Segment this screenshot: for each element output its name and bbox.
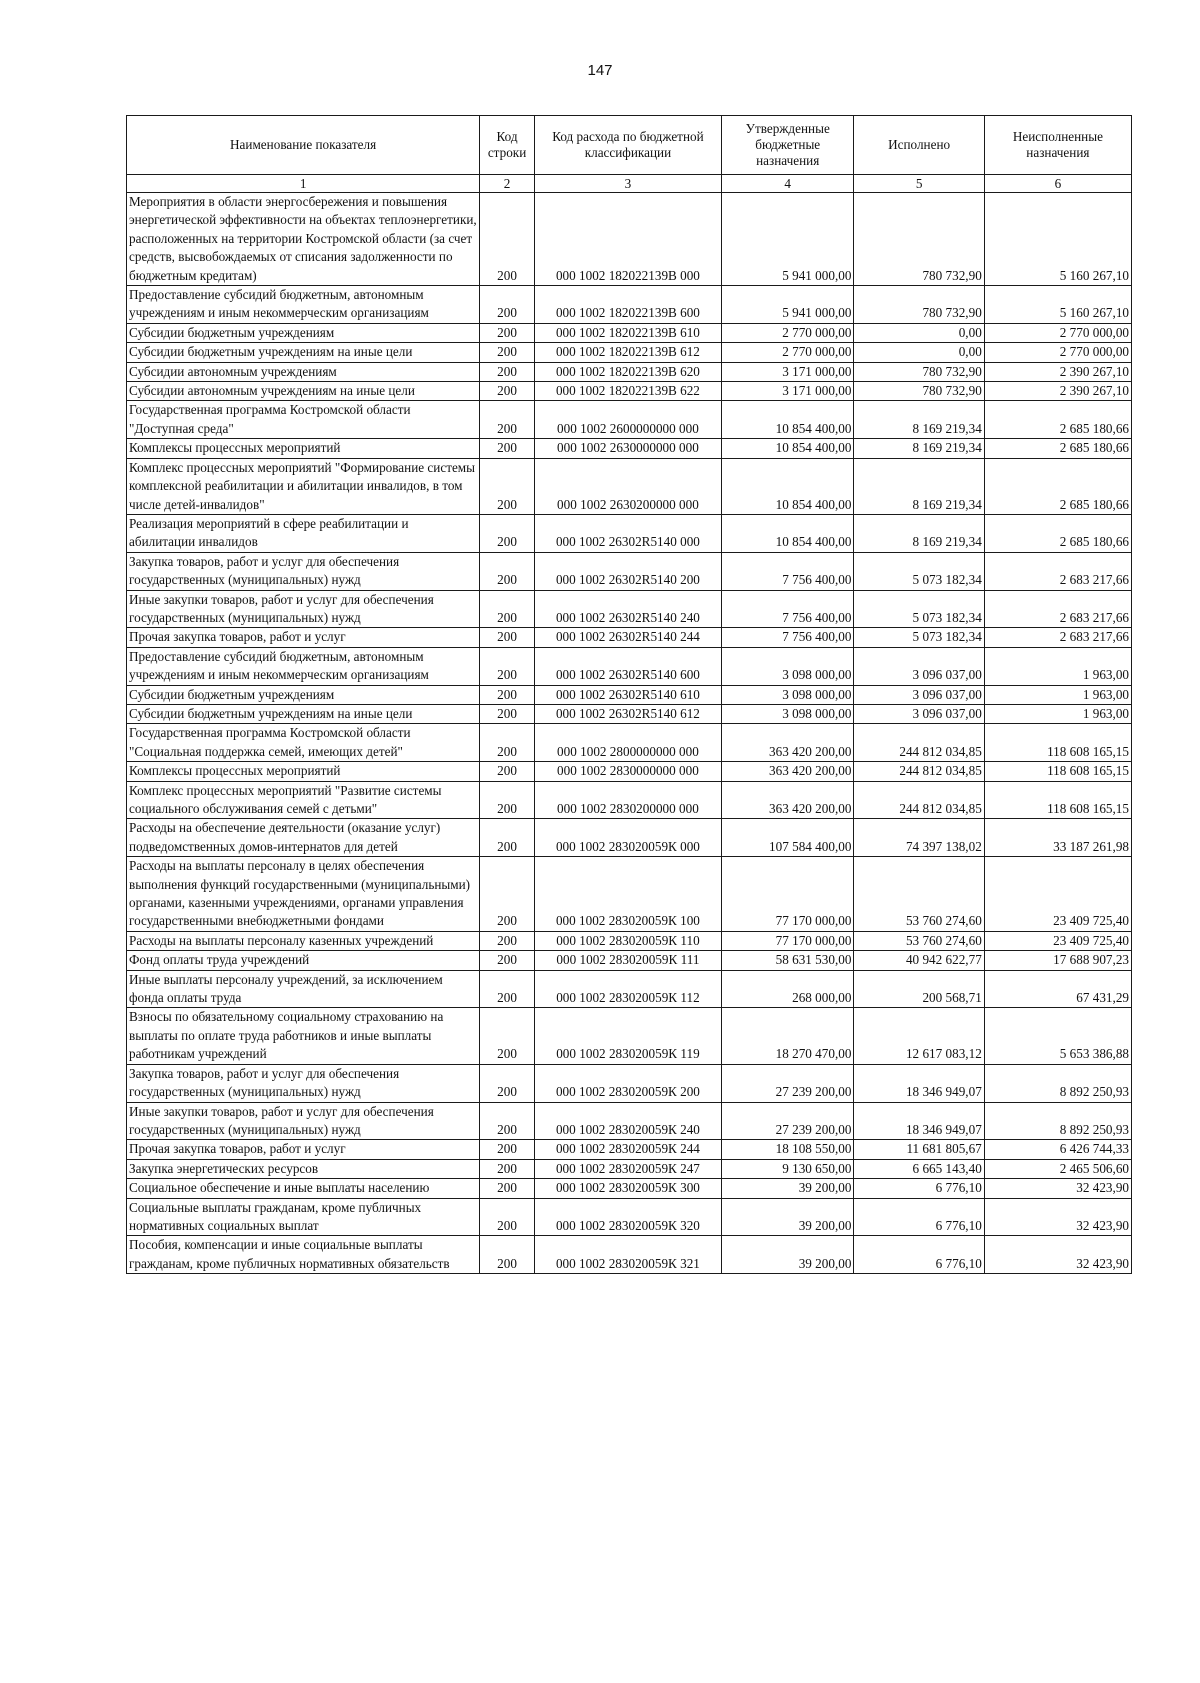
row-unexecuted-cell: 8 892 250,93 [984, 1064, 1131, 1102]
row-line-code-cell: 200 [480, 781, 535, 819]
header-number-5: 5 [854, 175, 984, 193]
table-row [127, 857, 1132, 932]
table-header-row [127, 116, 1132, 175]
row-name-cell: Закупка товаров, работ и услуг для обеспечения государственных (муниципальных) нужд [127, 552, 480, 590]
row-name-cell: Иные закупки товаров, работ и услуг для обеспечения государственных (муниципальных) нужд [127, 590, 480, 628]
header-indicator-name: Наименование показателя [127, 116, 480, 175]
row-expense-code-cell: 000 1002 283020059К 240 [534, 1102, 721, 1140]
row-unexecuted-cell: 23 409 725,40 [984, 857, 1131, 932]
table-header-numbers-row [127, 175, 1132, 193]
row-executed-cell: 8 169 219,34 [854, 439, 984, 458]
row-expense-code-cell: 000 1002 2800000000 000 [534, 724, 721, 762]
header-unexecuted: Неисполненные назначения [984, 116, 1131, 175]
row-approved-cell: 363 420 200,00 [721, 724, 853, 762]
row-expense-code-cell: 000 1002 26302R5140 240 [534, 590, 721, 628]
row-expense-code-cell: 000 1002 2630000000 000 [534, 439, 721, 458]
row-unexecuted-cell: 32 423,90 [984, 1179, 1131, 1198]
row-approved-cell: 3 098 000,00 [721, 647, 853, 685]
row-executed-cell: 780 732,90 [854, 286, 984, 324]
row-unexecuted-cell: 32 423,90 [984, 1236, 1131, 1274]
row-executed-cell: 18 346 949,07 [854, 1102, 984, 1140]
header-executed: Исполнено [854, 116, 984, 175]
row-executed-cell: 6 776,10 [854, 1198, 984, 1236]
row-line-code-cell: 200 [480, 382, 535, 401]
row-unexecuted-cell: 2 683 217,66 [984, 590, 1131, 628]
row-unexecuted-cell: 17 688 907,23 [984, 951, 1131, 970]
row-line-code-cell: 200 [480, 343, 535, 362]
row-approved-cell: 3 171 000,00 [721, 362, 853, 381]
row-approved-cell: 2 770 000,00 [721, 343, 853, 362]
table-row [127, 1179, 1132, 1198]
table-row [127, 1140, 1132, 1159]
row-expense-code-cell: 000 1002 283020059К 247 [534, 1159, 721, 1178]
row-line-code-cell: 200 [480, 286, 535, 324]
row-name-cell: Комплекс процессных мероприятий "Развитие системы социального обслуживания семей с детьми" [127, 781, 480, 819]
table-row [127, 382, 1132, 401]
row-approved-cell: 18 108 550,00 [721, 1140, 853, 1159]
row-expense-code-cell: 000 1002 182022139В 610 [534, 323, 721, 342]
row-unexecuted-cell: 2 685 180,66 [984, 514, 1131, 552]
row-approved-cell: 10 854 400,00 [721, 458, 853, 514]
row-line-code-cell: 200 [480, 1008, 535, 1064]
row-name-cell: Прочая закупка товаров, работ и услуг [127, 628, 480, 647]
row-approved-cell: 363 420 200,00 [721, 762, 853, 781]
table-row [127, 1102, 1132, 1140]
row-name-cell: Субсидии автономным учреждениям [127, 362, 480, 381]
table-row [127, 970, 1132, 1008]
row-executed-cell: 40 942 622,77 [854, 951, 984, 970]
row-executed-cell: 780 732,90 [854, 362, 984, 381]
row-name-cell: Иные закупки товаров, работ и услуг для обеспечения государственных (муниципальных) нужд [127, 1102, 480, 1140]
row-expense-code-cell: 000 1002 2830000000 000 [534, 762, 721, 781]
header-approved: Утвержденные бюджетные назначения [721, 116, 853, 175]
row-expense-code-cell: 000 1002 182022139В 622 [534, 382, 721, 401]
row-unexecuted-cell: 1 963,00 [984, 704, 1131, 723]
row-executed-cell: 8 169 219,34 [854, 401, 984, 439]
row-name-cell: Прочая закупка товаров, работ и услуг [127, 1140, 480, 1159]
row-unexecuted-cell: 32 423,90 [984, 1198, 1131, 1236]
row-expense-code-cell: 000 1002 283020059К 244 [534, 1140, 721, 1159]
row-line-code-cell: 200 [480, 1236, 535, 1274]
row-line-code-cell: 200 [480, 931, 535, 950]
row-approved-cell: 10 854 400,00 [721, 514, 853, 552]
row-line-code-cell: 200 [480, 685, 535, 704]
header-line-code: Код строки [480, 116, 535, 175]
row-executed-cell: 244 812 034,85 [854, 762, 984, 781]
row-executed-cell: 0,00 [854, 323, 984, 342]
row-executed-cell: 11 681 805,67 [854, 1140, 984, 1159]
budget-execution-table [126, 115, 1132, 1274]
row-name-cell: Субсидии бюджетным учреждениям на иные цели [127, 343, 480, 362]
row-unexecuted-cell: 2 770 000,00 [984, 323, 1131, 342]
row-line-code-cell: 200 [480, 647, 535, 685]
row-name-cell: Государственная программа Костромской области "Доступная среда" [127, 401, 480, 439]
row-name-cell: Субсидии бюджетным учреждениям [127, 685, 480, 704]
row-expense-code-cell: 000 1002 182022139В 620 [534, 362, 721, 381]
row-approved-cell: 27 239 200,00 [721, 1102, 853, 1140]
row-name-cell: Иные выплаты персоналу учреждений, за исключением фонда оплаты труда [127, 970, 480, 1008]
table-row [127, 323, 1132, 342]
row-line-code-cell: 200 [480, 362, 535, 381]
row-approved-cell: 5 941 000,00 [721, 193, 853, 286]
table-row [127, 819, 1132, 857]
row-approved-cell: 58 631 530,00 [721, 951, 853, 970]
row-executed-cell: 5 073 182,34 [854, 552, 984, 590]
row-line-code-cell: 200 [480, 1140, 535, 1159]
table-row [127, 1236, 1132, 1274]
row-line-code-cell: 200 [480, 1102, 535, 1140]
table-row [127, 590, 1132, 628]
header-expense-code: Код расхода по бюджетной классификации [534, 116, 721, 175]
row-line-code-cell: 200 [480, 401, 535, 439]
table-row [127, 704, 1132, 723]
row-approved-cell: 7 756 400,00 [721, 628, 853, 647]
row-unexecuted-cell: 118 608 165,15 [984, 781, 1131, 819]
row-expense-code-cell: 000 1002 2630200000 000 [534, 458, 721, 514]
row-unexecuted-cell: 118 608 165,15 [984, 762, 1131, 781]
row-expense-code-cell: 000 1002 2830200000 000 [534, 781, 721, 819]
table-row [127, 1159, 1132, 1178]
row-executed-cell: 3 096 037,00 [854, 685, 984, 704]
table-row [127, 647, 1132, 685]
row-line-code-cell: 200 [480, 323, 535, 342]
row-unexecuted-cell: 5 160 267,10 [984, 286, 1131, 324]
row-executed-cell: 8 169 219,34 [854, 458, 984, 514]
row-approved-cell: 3 098 000,00 [721, 685, 853, 704]
row-approved-cell: 39 200,00 [721, 1179, 853, 1198]
row-expense-code-cell: 000 1002 26302R5140 200 [534, 552, 721, 590]
row-unexecuted-cell: 2 685 180,66 [984, 458, 1131, 514]
row-unexecuted-cell: 67 431,29 [984, 970, 1131, 1008]
row-unexecuted-cell: 2 390 267,10 [984, 382, 1131, 401]
row-name-cell: Расходы на выплаты персоналу в целях обеспечения выполнения функций государственными (муниципальными) органами, казенными учреждениями, органами управления государственными внебюджетными фондами [127, 857, 480, 932]
row-approved-cell: 27 239 200,00 [721, 1064, 853, 1102]
header-number-1: 1 [127, 175, 480, 193]
row-unexecuted-cell: 8 892 250,93 [984, 1102, 1131, 1140]
row-executed-cell: 53 760 274,60 [854, 857, 984, 932]
row-expense-code-cell: 000 1002 26302R5140 244 [534, 628, 721, 647]
table-row [127, 724, 1132, 762]
row-approved-cell: 39 200,00 [721, 1198, 853, 1236]
row-name-cell: Комплексы процессных мероприятий [127, 439, 480, 458]
row-name-cell: Социальные выплаты гражданам, кроме публичных нормативных социальных выплат [127, 1198, 480, 1236]
row-executed-cell: 74 397 138,02 [854, 819, 984, 857]
row-line-code-cell: 200 [480, 552, 535, 590]
row-expense-code-cell: 000 1002 283020059К 320 [534, 1198, 721, 1236]
row-unexecuted-cell: 2 683 217,66 [984, 552, 1131, 590]
row-unexecuted-cell: 2 390 267,10 [984, 362, 1131, 381]
row-unexecuted-cell: 5 160 267,10 [984, 193, 1131, 286]
row-expense-code-cell: 000 1002 182022139В 612 [534, 343, 721, 362]
row-expense-code-cell: 000 1002 283020059К 200 [534, 1064, 721, 1102]
row-executed-cell: 244 812 034,85 [854, 724, 984, 762]
page-number: 147 [587, 62, 613, 79]
row-unexecuted-cell: 2 685 180,66 [984, 401, 1131, 439]
table-row [127, 343, 1132, 362]
row-line-code-cell: 200 [480, 970, 535, 1008]
row-line-code-cell: 200 [480, 458, 535, 514]
table-row [127, 628, 1132, 647]
row-unexecuted-cell: 23 409 725,40 [984, 931, 1131, 950]
row-unexecuted-cell: 1 963,00 [984, 685, 1131, 704]
row-line-code-cell: 200 [480, 193, 535, 286]
table-row [127, 781, 1132, 819]
row-unexecuted-cell: 1 963,00 [984, 647, 1131, 685]
row-unexecuted-cell: 2 465 506,60 [984, 1159, 1131, 1178]
row-expense-code-cell: 000 1002 26302R5140 000 [534, 514, 721, 552]
table-row [127, 458, 1132, 514]
row-expense-code-cell: 000 1002 2600000000 000 [534, 401, 721, 439]
row-executed-cell: 3 096 037,00 [854, 704, 984, 723]
table-row [127, 931, 1132, 950]
row-line-code-cell: 200 [480, 628, 535, 647]
row-executed-cell: 5 073 182,34 [854, 590, 984, 628]
row-executed-cell: 12 617 083,12 [854, 1008, 984, 1064]
table-row [127, 362, 1132, 381]
row-line-code-cell: 200 [480, 1064, 535, 1102]
table-row [127, 401, 1132, 439]
row-name-cell: Субсидии бюджетным учреждениям на иные цели [127, 704, 480, 723]
table-body [127, 193, 1132, 1274]
row-approved-cell: 10 854 400,00 [721, 439, 853, 458]
row-name-cell: Государственная программа Костромской области "Социальная поддержка семей, имеющих детей" [127, 724, 480, 762]
row-executed-cell: 780 732,90 [854, 382, 984, 401]
row-executed-cell: 53 760 274,60 [854, 931, 984, 950]
row-approved-cell: 3 098 000,00 [721, 704, 853, 723]
row-line-code-cell: 200 [480, 819, 535, 857]
header-number-6: 6 [984, 175, 1131, 193]
row-name-cell: Реализация мероприятий в сфере реабилитации и абилитации инвалидов [127, 514, 480, 552]
row-name-cell: Закупка энергетических ресурсов [127, 1159, 480, 1178]
row-name-cell: Закупка товаров, работ и услуг для обеспечения государственных (муниципальных) нужд [127, 1064, 480, 1102]
row-executed-cell: 780 732,90 [854, 193, 984, 286]
row-approved-cell: 7 756 400,00 [721, 590, 853, 628]
header-number-3: 3 [534, 175, 721, 193]
table-row [127, 286, 1132, 324]
row-expense-code-cell: 000 1002 26302R5140 600 [534, 647, 721, 685]
row-expense-code-cell: 000 1002 182022139В 000 [534, 193, 721, 286]
row-approved-cell: 363 420 200,00 [721, 781, 853, 819]
table-row [127, 951, 1132, 970]
row-approved-cell: 10 854 400,00 [721, 401, 853, 439]
header-number-2: 2 [480, 175, 535, 193]
row-executed-cell: 6 776,10 [854, 1236, 984, 1274]
row-approved-cell: 3 171 000,00 [721, 382, 853, 401]
row-name-cell: Субсидии автономным учреждениям на иные цели [127, 382, 480, 401]
row-name-cell: Субсидии бюджетным учреждениям [127, 323, 480, 342]
row-name-cell: Фонд оплаты труда учреждений [127, 951, 480, 970]
row-line-code-cell: 200 [480, 704, 535, 723]
row-unexecuted-cell: 2 770 000,00 [984, 343, 1131, 362]
row-name-cell: Комплексы процессных мероприятий [127, 762, 480, 781]
table-row [127, 193, 1132, 286]
row-executed-cell: 244 812 034,85 [854, 781, 984, 819]
row-unexecuted-cell: 2 683 217,66 [984, 628, 1131, 647]
row-expense-code-cell: 000 1002 283020059К 119 [534, 1008, 721, 1064]
row-expense-code-cell: 000 1002 283020059К 110 [534, 931, 721, 950]
row-name-cell: Предоставление субсидий бюджетным, автономным учреждениям и иным некоммерческим организациям [127, 647, 480, 685]
table-row [127, 762, 1132, 781]
row-executed-cell: 5 073 182,34 [854, 628, 984, 647]
row-approved-cell: 268 000,00 [721, 970, 853, 1008]
row-name-cell: Предоставление субсидий бюджетным, автономным учреждениям и иным некоммерческим организациям [127, 286, 480, 324]
row-approved-cell: 5 941 000,00 [721, 286, 853, 324]
row-name-cell: Взносы по обязательному социальному страхованию на выплаты по оплате труда работников и иные выплаты работникам учреждений [127, 1008, 480, 1064]
row-executed-cell: 18 346 949,07 [854, 1064, 984, 1102]
row-expense-code-cell: 000 1002 26302R5140 610 [534, 685, 721, 704]
row-line-code-cell: 200 [480, 590, 535, 628]
row-expense-code-cell: 000 1002 283020059К 112 [534, 970, 721, 1008]
table-row [127, 1198, 1132, 1236]
row-approved-cell: 7 756 400,00 [721, 552, 853, 590]
row-executed-cell: 200 568,71 [854, 970, 984, 1008]
row-approved-cell: 107 584 400,00 [721, 819, 853, 857]
row-line-code-cell: 200 [480, 1198, 535, 1236]
row-approved-cell: 39 200,00 [721, 1236, 853, 1274]
row-executed-cell: 6 776,10 [854, 1179, 984, 1198]
row-unexecuted-cell: 5 653 386,88 [984, 1008, 1131, 1064]
table-row [127, 685, 1132, 704]
table-row [127, 514, 1132, 552]
row-name-cell: Расходы на выплаты персоналу казенных учреждений [127, 931, 480, 950]
row-name-cell: Социальное обеспечение и иные выплаты населению [127, 1179, 480, 1198]
row-line-code-cell: 200 [480, 857, 535, 932]
row-line-code-cell: 200 [480, 724, 535, 762]
row-approved-cell: 77 170 000,00 [721, 931, 853, 950]
row-unexecuted-cell: 2 685 180,66 [984, 439, 1131, 458]
row-name-cell: Пособия, компенсации и иные социальные выплаты гражданам, кроме публичных нормативных обязательств [127, 1236, 480, 1274]
table-row [127, 1008, 1132, 1064]
row-name-cell: Расходы на обеспечение деятельности (оказание услуг) подведомственных домов-интернатов для детей [127, 819, 480, 857]
row-unexecuted-cell: 33 187 261,98 [984, 819, 1131, 857]
row-approved-cell: 18 270 470,00 [721, 1008, 853, 1064]
row-expense-code-cell: 000 1002 283020059К 100 [534, 857, 721, 932]
row-line-code-cell: 200 [480, 514, 535, 552]
row-line-code-cell: 200 [480, 1179, 535, 1198]
row-line-code-cell: 200 [480, 1159, 535, 1178]
row-line-code-cell: 200 [480, 951, 535, 970]
row-expense-code-cell: 000 1002 283020059К 300 [534, 1179, 721, 1198]
table-row [127, 439, 1132, 458]
row-expense-code-cell: 000 1002 182022139В 600 [534, 286, 721, 324]
row-executed-cell: 8 169 219,34 [854, 514, 984, 552]
header-number-4: 4 [721, 175, 853, 193]
row-approved-cell: 2 770 000,00 [721, 323, 853, 342]
row-executed-cell: 0,00 [854, 343, 984, 362]
table-row [127, 552, 1132, 590]
row-executed-cell: 6 665 143,40 [854, 1159, 984, 1178]
row-executed-cell: 3 096 037,00 [854, 647, 984, 685]
row-line-code-cell: 200 [480, 762, 535, 781]
row-unexecuted-cell: 6 426 744,33 [984, 1140, 1131, 1159]
row-name-cell: Мероприятия в области энергосбережения и повышения энергетической эффективности на объектах теплоэнергетики, расположенных на территории Костромской области (за счет средств, высвобождаемых от списания задолженности по бюджетным кредитам) [127, 193, 480, 286]
row-unexecuted-cell: 118 608 165,15 [984, 724, 1131, 762]
row-approved-cell: 9 130 650,00 [721, 1159, 853, 1178]
table-row [127, 1064, 1132, 1102]
row-expense-code-cell: 000 1002 283020059К 000 [534, 819, 721, 857]
row-line-code-cell: 200 [480, 439, 535, 458]
row-expense-code-cell: 000 1002 283020059К 321 [534, 1236, 721, 1274]
row-expense-code-cell: 000 1002 283020059К 111 [534, 951, 721, 970]
row-expense-code-cell: 000 1002 26302R5140 612 [534, 704, 721, 723]
row-name-cell: Комплекс процессных мероприятий "Формирование системы комплексной реабилитации и абилитации инвалидов, в том числе детей-инвалидов" [127, 458, 480, 514]
row-approved-cell: 77 170 000,00 [721, 857, 853, 932]
